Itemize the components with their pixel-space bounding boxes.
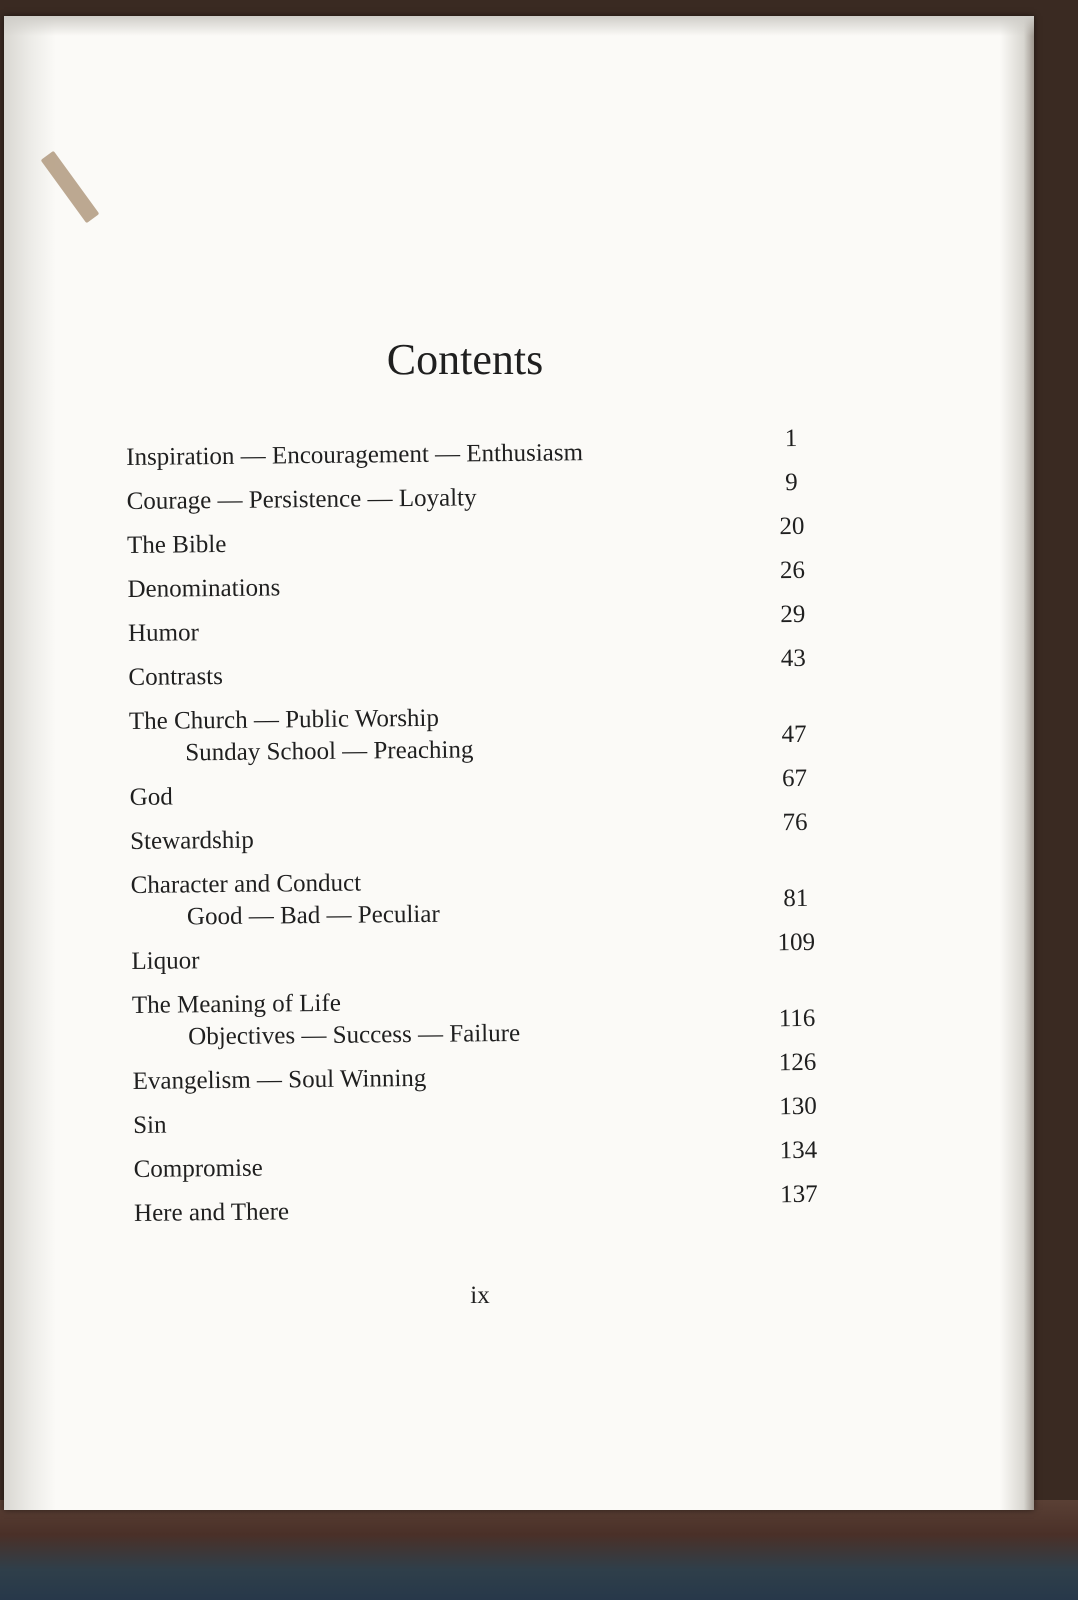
toc-entry-page: 47 bbox=[781, 720, 807, 749]
toc-entry-title: Compromise bbox=[133, 1154, 263, 1183]
toc-entry-page: 20 bbox=[779, 512, 805, 541]
page-top-shadow bbox=[4, 16, 1034, 36]
toc-entry bbox=[133, 1136, 833, 1198]
toc-entry-title: God bbox=[129, 783, 173, 811]
toc-entry bbox=[129, 699, 830, 782]
toc-entry bbox=[131, 928, 831, 990]
toc-entry bbox=[133, 1180, 834, 1242]
toc-entry-title: Contrasts bbox=[128, 662, 224, 691]
toc-entry-page: 126 bbox=[778, 1048, 817, 1077]
page-title: Contents bbox=[386, 335, 544, 384]
toc-entry-page: 130 bbox=[779, 1092, 817, 1121]
table-of-contents bbox=[126, 424, 834, 1242]
toc-entry bbox=[129, 764, 830, 826]
toc-entry-title: Inspiration — Encouragement — Enthusiasm bbox=[126, 439, 584, 471]
toc-entry-title: Character and Conduct bbox=[130, 869, 362, 899]
toc-entry-page: 43 bbox=[780, 644, 806, 673]
toc-entry bbox=[126, 424, 826, 486]
toc-entry-title: Here and There bbox=[133, 1198, 290, 1227]
toc-entry-page: 116 bbox=[778, 1004, 816, 1033]
toc-entry-page: 67 bbox=[781, 764, 808, 793]
toc-entry-page: 9 bbox=[785, 468, 798, 497]
book-edge bbox=[0, 1500, 1078, 1600]
toc-entry-subtitle: Objectives — Success — Failure bbox=[188, 1019, 521, 1051]
toc-entry bbox=[132, 1048, 833, 1110]
toc-entry-page: 1 bbox=[784, 424, 798, 453]
toc-entry bbox=[128, 644, 828, 706]
toc-entry-title: Liquor bbox=[131, 947, 200, 975]
toc-entry-title: The Meaning of Life bbox=[131, 989, 341, 1019]
page-edge-shadow bbox=[1000, 16, 1034, 1510]
toc-entry bbox=[126, 468, 826, 530]
toc-entry-title: Courage — Persistence — Loyalty bbox=[126, 484, 477, 515]
toc-entry-title: Stewardship bbox=[130, 826, 254, 855]
toc-entry-page: 81 bbox=[783, 884, 809, 913]
toc-entry-page: 134 bbox=[779, 1136, 818, 1165]
toc-entry-title: The Church — Public Worship bbox=[128, 704, 440, 735]
toc-entry-title: The Bible bbox=[126, 530, 227, 559]
toc-entry-subtitle: Good — Bad — Peculiar bbox=[186, 900, 440, 931]
toc-entry bbox=[130, 863, 831, 946]
toc-entry bbox=[130, 808, 830, 870]
toc-entry-page: 109 bbox=[777, 928, 816, 957]
toc-entry-title: Denominations bbox=[127, 574, 281, 603]
toc-entry bbox=[126, 512, 827, 574]
page-number: ix bbox=[470, 1282, 490, 1309]
toc-entry-page: 26 bbox=[779, 556, 806, 585]
toc-entry bbox=[127, 600, 828, 662]
toc-entry bbox=[133, 1092, 833, 1154]
toc-entry-subtitle: Sunday School — Preaching bbox=[185, 736, 474, 767]
toc-entry-title: Sin bbox=[133, 1111, 167, 1139]
toc-entry-title: Evangelism — Soul Winning bbox=[132, 1064, 427, 1095]
toc-entry-title: Humor bbox=[127, 619, 199, 647]
toc-entry-page: 29 bbox=[780, 600, 806, 629]
toc-entry bbox=[132, 983, 833, 1066]
toc-entry-page: 76 bbox=[782, 808, 808, 837]
toc-entry-page: 137 bbox=[780, 1180, 818, 1209]
toc-entry bbox=[127, 556, 827, 618]
